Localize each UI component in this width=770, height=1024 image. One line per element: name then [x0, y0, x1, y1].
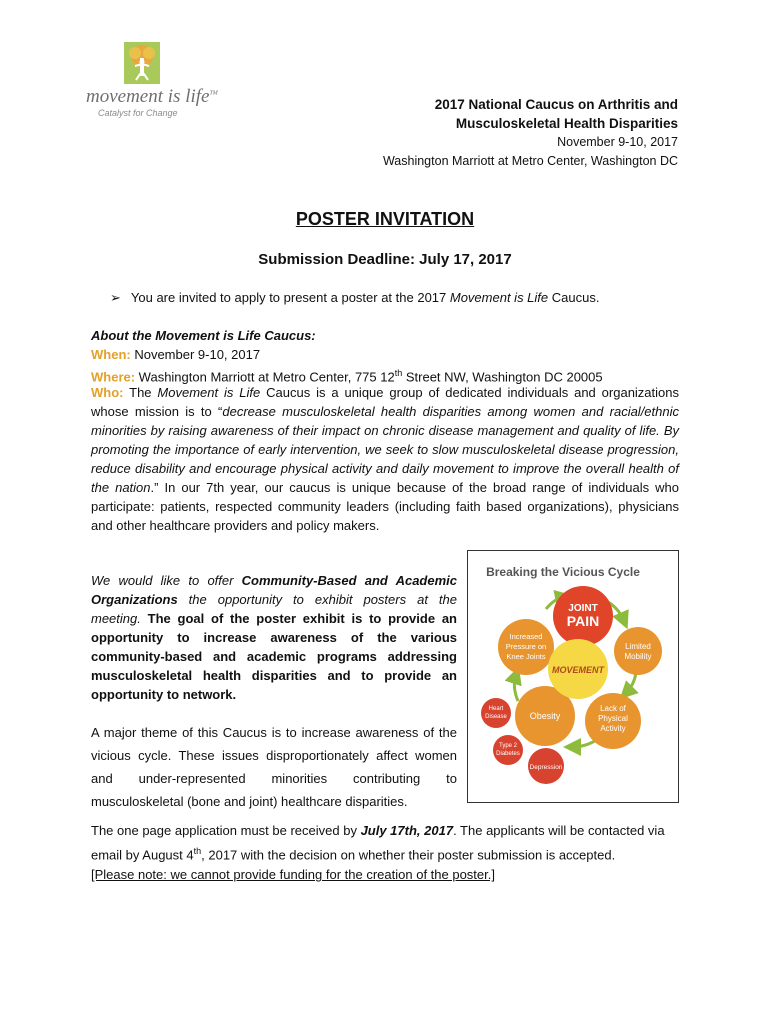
svg-text:PAIN: PAIN — [566, 613, 600, 629]
cycle-arrow — [514, 675, 518, 701]
limited-mobility-circle — [614, 627, 662, 675]
event-title-line2: Musculoskeletal Health Disparities — [455, 116, 678, 131]
svg-text:Depression: Depression — [529, 764, 563, 771]
event-header — [383, 95, 678, 171]
offer-paragraph: We would like to offer Community-Based and Academic Organizations the opportunity to exhibit posters at the meeting. The goal of the poster exhibit is to provide an opportunity to increase awareness of the various community-based and academic programs addressing musculoskeletal health disparities and to provide an opportunity to network. — [91, 573, 457, 702]
svg-text:Disease: Disease — [485, 714, 507, 720]
cycle-arrow — [626, 673, 636, 693]
funding-note: [Please note: we cannot provide funding for the creation of the poster.] — [91, 867, 495, 883]
heart-disease-circle — [481, 698, 511, 728]
page-title: POSTER INVITATION — [295, 209, 475, 229]
svg-text:Lack of: Lack of — [600, 704, 626, 713]
svg-text:MOVEMENT: MOVEMENT — [551, 665, 605, 675]
who-paragraph: Who: The Movement is Life Caucus is a unique group of dedicated individuals and organizations whose mission is to “decrease musculoskeletal health disparities among women and racial/ethnic minorities by raising awareness of their impact on chronic disease management and quality of life. By promoting the importance of early intervention, we seek to slow musculoskeletal disease progression, reduce disability and encourage physical activity and daily movement to improve the overall health of the nation.” In our 7th year, our caucus is unique because of the broad range of individuals who participate: patients, respected community leaders (including faith based organizations), physicians and other healthcare providers and policy makers. — [91, 385, 680, 533]
logo-subtitle: Catalyst for Change — [98, 108, 178, 118]
svg-text:Activity: Activity — [600, 724, 626, 733]
submission-deadline: Submission Deadline: July 17, 2017 — [258, 251, 512, 268]
invitation-bullet: ➢ You are invited to apply to present a poster at the 2017 Movement is Life Caucus. — [110, 290, 600, 305]
type2-diabetes-circle — [493, 735, 523, 765]
arrow-bullet-icon: ➢ — [110, 290, 121, 305]
vicious-cycle-diagram — [467, 550, 679, 803]
diagram-title: Breaking the Vicious Cycle — [486, 565, 640, 579]
about-heading: About the Movement is Life Caucus: — [91, 328, 316, 343]
tree-logo-icon — [124, 42, 160, 84]
where-line: Where: Washington Marriott at Metro Center, 775 12th Street NW, Washington DC 20005 — [91, 368, 603, 385]
svg-text:JOINT: JOINT — [568, 603, 598, 614]
svg-text:Heart: Heart — [488, 706, 504, 712]
svg-text:Increased: Increased — [509, 632, 543, 641]
svg-text:Obesity: Obesity — [529, 711, 561, 721]
event-dates: November 9-10, 2017 — [557, 135, 678, 149]
svg-text:Mobility: Mobility — [624, 652, 652, 661]
svg-text:Physical: Physical — [598, 714, 628, 723]
svg-text:Knee Joints: Knee Joints — [506, 652, 546, 661]
svg-text:Limited: Limited — [625, 642, 651, 651]
svg-text:Type 2: Type 2 — [498, 743, 518, 749]
svg-text:Pressure on: Pressure on — [505, 642, 547, 651]
event-venue: Washington Marriott at Metro Center, Washington DC — [382, 154, 678, 168]
when-line: When: November 9-10, 2017 — [91, 347, 261, 362]
logo-tagline: movement is life™ — [86, 86, 218, 107]
closing-paragraph: The one page application must be received by July 17th, 2017. The applicants will be contacted via email by August 4th, 2017 with the decision on whether their poster submission is accepted. [Please note: we cannot provide funding for the creation of the poster.] — [91, 823, 665, 883]
theme-paragraph: A major theme of this Caucus is to increase awareness of the vicious cycle. These issues disproportionately affect women and under-represented minorities contributing to musculoskeletal (bone and joint) healthcare disparities. — [91, 725, 457, 809]
event-title-line1: 2017 National Caucus on Arthritis and — [434, 97, 678, 112]
movement-is-life-logo — [86, 42, 216, 122]
svg-text:Diabetes: Diabetes — [496, 751, 520, 757]
